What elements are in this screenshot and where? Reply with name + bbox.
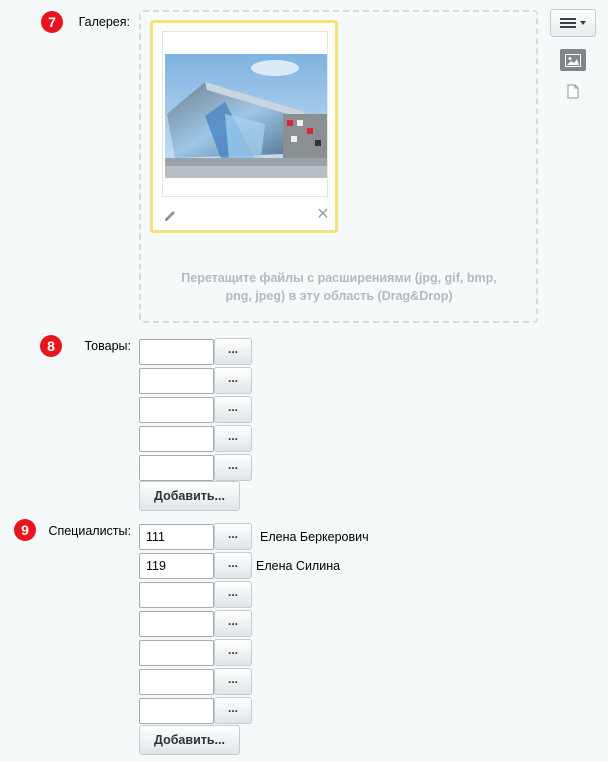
products-label: Товары: (84, 339, 131, 353)
specialist-select-button-2[interactable]: ... (214, 552, 252, 579)
pencil-icon[interactable] (163, 209, 177, 223)
building-photo[interactable] (165, 54, 327, 178)
specialist-input-3[interactable] (139, 582, 214, 608)
step-badge-7: 7 (41, 11, 63, 33)
file-view-icon[interactable] (567, 84, 579, 99)
product-select-button-5[interactable]: ... (214, 454, 252, 481)
product-select-button-2[interactable]: ... (214, 367, 252, 394)
gallery-label: Галерея: (78, 15, 130, 29)
chevron-down-icon (580, 21, 586, 25)
specialist-input-1[interactable] (139, 524, 214, 550)
close-icon[interactable]: ✕ (316, 206, 330, 223)
gallery-thumbnail-card[interactable] (150, 20, 338, 233)
specialist-input-7[interactable] (139, 698, 214, 724)
specialist-select-button-4[interactable]: ... (214, 610, 252, 637)
gallery-menu-button[interactable] (550, 9, 596, 37)
product-input-3[interactable] (139, 397, 214, 423)
thumbnail-frame (162, 31, 328, 197)
specialist-name-2: Елена Силина (256, 559, 341, 573)
product-input-5[interactable] (139, 455, 214, 481)
specialist-input-6[interactable] (139, 669, 214, 695)
specialist-name-1: Елена Беркерович (260, 530, 369, 544)
specialist-input-4[interactable] (139, 611, 214, 637)
specialist-select-button-1[interactable]: ... (214, 523, 252, 550)
specialist-input-2[interactable] (139, 553, 214, 579)
step-badge-8: 8 (40, 335, 62, 357)
step-badge-9: 9 (14, 519, 36, 541)
specialist-select-button-3[interactable]: ... (214, 581, 252, 608)
product-select-button-3[interactable]: ... (214, 396, 252, 423)
drop-hint-line-2: png, jpeg) в эту область (Drag&Drop) (225, 289, 453, 303)
specialist-select-button-5[interactable]: ... (214, 639, 252, 666)
product-input-4[interactable] (139, 426, 214, 452)
drop-hint (150, 269, 528, 305)
specialist-input-5[interactable] (139, 640, 214, 666)
product-select-button-1[interactable]: ... (214, 338, 252, 365)
image-view-button[interactable] (560, 49, 586, 71)
product-input-1[interactable] (139, 339, 214, 365)
product-select-button-4[interactable]: ... (214, 425, 252, 452)
specialists-label: Специалисты: (48, 524, 131, 538)
product-input-2[interactable] (139, 368, 214, 394)
specialist-select-button-7[interactable]: ... (214, 697, 252, 724)
hamburger-icon (560, 17, 576, 29)
specialist-select-button-6[interactable]: ... (214, 668, 252, 695)
image-view-icon (565, 54, 581, 67)
specialists-add-button[interactable]: Добавить... (139, 725, 240, 755)
drop-hint-line-1: Перетащите файлы с расширениями (jpg, gif, bmp, (181, 271, 497, 285)
products-add-button[interactable]: Добавить... (139, 481, 240, 511)
